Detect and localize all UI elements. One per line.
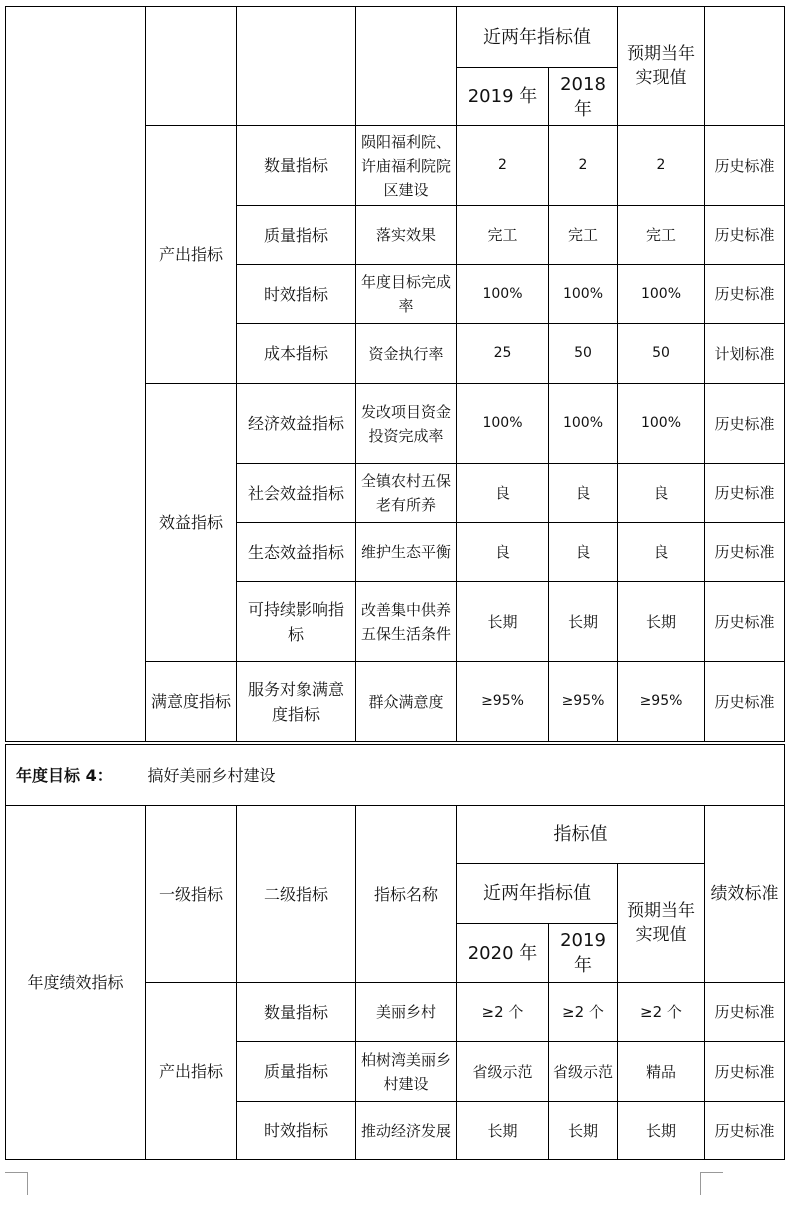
- value-cell: 长期: [457, 582, 549, 662]
- page-corner-mark-left: [5, 1172, 28, 1195]
- indicator-name: 推动经济发展: [356, 1102, 457, 1160]
- indicator-name: 陨阳福利院、许庙福利院院区建设: [356, 126, 457, 206]
- value-cell: 100%: [618, 265, 705, 324]
- value-cell: 省级示范: [457, 1042, 549, 1102]
- value-cell: 完工: [457, 206, 549, 265]
- group-satisfaction: 满意度指标: [146, 662, 237, 742]
- level2-cell: 时效指标: [237, 265, 356, 324]
- header-year-a: 2019 年: [457, 68, 549, 126]
- value-cell: 100%: [549, 265, 618, 324]
- value-cell: 良: [618, 523, 705, 582]
- header-near-two-years: 近两年指标值: [457, 864, 618, 924]
- value-cell: 2: [549, 126, 618, 206]
- value-cell: 良: [457, 523, 549, 582]
- group-benefit: 效益指标: [146, 384, 237, 662]
- goal4-text: 搞好美丽乡村建设: [146, 745, 785, 806]
- value-cell: 长期: [618, 1102, 705, 1160]
- level2-cell: 经济效益指标: [237, 384, 356, 464]
- value-cell: 2: [618, 126, 705, 206]
- value-cell: 完工: [618, 206, 705, 265]
- header-year-a: 2020 年: [457, 924, 549, 983]
- standard-cell: 历史标准: [705, 582, 785, 662]
- value-cell: 良: [549, 464, 618, 523]
- header-indicator-name: 指标名称: [356, 806, 457, 983]
- level2-cell: 成本指标: [237, 324, 356, 384]
- goal4-label: 年度目标 4：: [6, 745, 146, 806]
- value-cell: 长期: [618, 582, 705, 662]
- level2-cell: 服务对象满意度指标: [237, 662, 356, 742]
- performance-table: [5, 6, 785, 742]
- standard-cell: 历史标准: [705, 384, 785, 464]
- value-cell: 完工: [549, 206, 618, 265]
- indicator-name: 资金执行率: [356, 324, 457, 384]
- level2-cell: 质量指标: [237, 1042, 356, 1102]
- header-indicator-value: 指标值: [457, 806, 705, 864]
- standard-cell: 历史标准: [705, 983, 785, 1042]
- value-cell: 良: [457, 464, 549, 523]
- indicator-name: 维护生态平衡: [356, 523, 457, 582]
- indicator-name: 年度目标完成率: [356, 265, 457, 324]
- standard-cell: 计划标准: [705, 324, 785, 384]
- value-cell: 省级示范: [549, 1042, 618, 1102]
- header-level2: 二级指标: [237, 806, 356, 983]
- standard-cell: 历史标准: [705, 265, 785, 324]
- value-cell: ≥95%: [549, 662, 618, 742]
- blank-cell: [705, 7, 785, 126]
- indicator-name: 发改项目资金投资完成率: [356, 384, 457, 464]
- blank-cell: [356, 7, 457, 126]
- value-cell: 长期: [549, 1102, 618, 1160]
- standard-cell: 历史标准: [705, 662, 785, 742]
- value-cell: 25: [457, 324, 549, 384]
- blank-cell: [146, 7, 237, 126]
- standard-cell: 历史标准: [705, 464, 785, 523]
- value-cell: 长期: [457, 1102, 549, 1160]
- value-cell: ≥2 个: [549, 983, 618, 1042]
- value-cell: 良: [618, 464, 705, 523]
- level2-cell: 生态效益指标: [237, 523, 356, 582]
- value-cell: 精品: [618, 1042, 705, 1102]
- blank-cell: [237, 7, 356, 126]
- level2-cell: 社会效益指标: [237, 464, 356, 523]
- value-cell: 50: [549, 324, 618, 384]
- performance-table-goal4: [5, 744, 785, 1160]
- header-level1: 一级指标: [146, 806, 237, 983]
- value-cell: ≥95%: [618, 662, 705, 742]
- value-cell: 100%: [618, 384, 705, 464]
- header-year-b: 2018 年: [549, 68, 618, 126]
- value-cell: 100%: [457, 265, 549, 324]
- value-cell: 良: [549, 523, 618, 582]
- indicator-name: 改善集中供养五保生活条件: [356, 582, 457, 662]
- standard-cell: 历史标准: [705, 1042, 785, 1102]
- indicator-name: 柏树湾美丽乡村建设: [356, 1042, 457, 1102]
- value-cell: ≥95%: [457, 662, 549, 742]
- standard-cell: 历史标准: [705, 1102, 785, 1160]
- group-output: 产出指标: [146, 126, 237, 384]
- value-cell: 长期: [549, 582, 618, 662]
- value-cell: ≥2 个: [457, 983, 549, 1042]
- level2-cell: 时效指标: [237, 1102, 356, 1160]
- indicator-name: 落实效果: [356, 206, 457, 265]
- page-corner-mark-right: [700, 1172, 723, 1195]
- indicator-name: 群众满意度: [356, 662, 457, 742]
- value-cell: ≥2 个: [618, 983, 705, 1042]
- value-cell: 50: [618, 324, 705, 384]
- header-perf-standard: 绩效标准: [705, 806, 785, 983]
- perf-indicators-label: 年度绩效指标: [6, 806, 146, 1160]
- value-cell: 100%: [457, 384, 549, 464]
- header-near-two-years: 近两年指标值: [457, 7, 618, 68]
- left-blank-column: [6, 7, 146, 742]
- indicator-name: 全镇农村五保老有所养: [356, 464, 457, 523]
- standard-cell: 历史标准: [705, 126, 785, 206]
- value-cell: 2: [457, 126, 549, 206]
- group-output: 产出指标: [146, 983, 237, 1160]
- header-expected-value: 预期当年实现值: [618, 7, 705, 126]
- level2-cell: 可持续影响指标: [237, 582, 356, 662]
- value-cell: 100%: [549, 384, 618, 464]
- level2-cell: 数量指标: [237, 983, 356, 1042]
- level2-cell: 数量指标: [237, 126, 356, 206]
- header-year-b: 2019 年: [549, 924, 618, 983]
- indicator-name: 美丽乡村: [356, 983, 457, 1042]
- standard-cell: 历史标准: [705, 206, 785, 265]
- level2-cell: 质量指标: [237, 206, 356, 265]
- standard-cell: 历史标准: [705, 523, 785, 582]
- header-expected-value: 预期当年实现值: [618, 864, 705, 983]
